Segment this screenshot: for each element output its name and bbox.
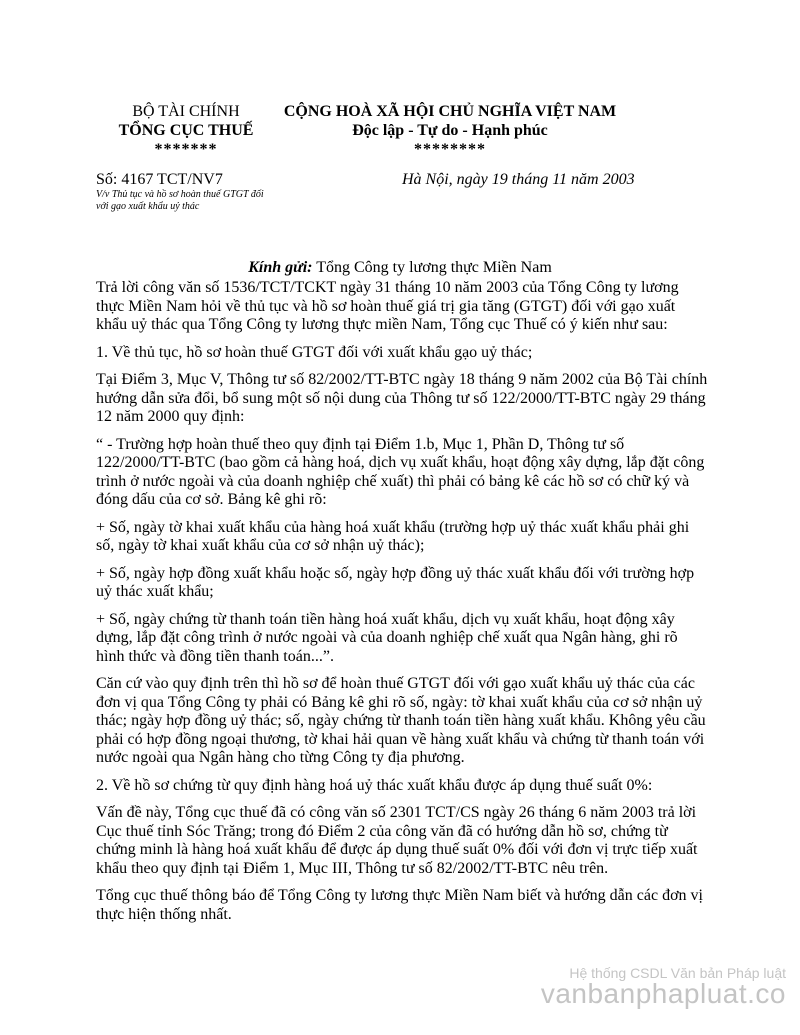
paragraph: 2. Về hồ sơ chứng từ quy định hàng hoá uỷ thác xuất khẩu được áp dụng thuế suất 0%:	[96, 776, 653, 794]
place-date: Hà Nội, ngày 19 tháng 11 năm 2003	[402, 171, 635, 188]
paragraph: Trả lời công văn số 1536/TCT/TCKT ngày 31 tháng 10 năm 2003 của Tổng Công ty lương thực Miền Nam hỏi về thủ tục và hồ sơ hoàn thuế giá trị gia tăng (GTGT) đối với gạo xuất khẩu uỷ thác qua Tổng Công ty lương thực miền Nam, Tổng cục Thuế có ý kiến như sau:	[96, 279, 679, 333]
watermark-line1: Hệ thống CSDL Văn bản Pháp luật	[569, 965, 786, 981]
document-number: Số: 4167 TCT/NV7	[96, 171, 223, 188]
paragraph: “ - Trường hợp hoàn thuế theo quy định tại Điểm 1.b, Mục 1, Phần D, Thông tư số 122/2000/TT-BTC (bao gồm cả hàng hoá, dịch vụ xuất khẩu, hoạt động xây dựng, lắp đặt công trình ở nước ngoài và của doanh nghiệp chế xuất) thì phải có bảng kê các hồ sơ có chữ ký và đóng dấu của cơ sở. Bảng kê ghi rõ:	[96, 435, 705, 508]
greeting-label: Kính gửi:	[248, 259, 313, 276]
document-body	[96, 279, 708, 933]
paragraph: Vấn đề này, Tổng cục thuế đã có công văn số 2301 TCT/CS ngày 26 tháng 6 năm 2003 trả lời Cục thuế tỉnh Sóc Trăng; trong đó Điểm 2 của công văn đã có hướng dẫn hồ sơ, chứng từ chứng minh là hàng hoá xuất khẩu để được áp dụng thuế suất 0% đối với đơn vị trực tiếp xuất khẩu theo quy định tại Điểm 1, Mục III, Thông tư số 82/2002/TT-BTC nêu trên.	[96, 804, 698, 877]
paragraph: 1. Về thủ tục, hồ sơ hoàn thuế GTGT đối với xuất khẩu gạo uỷ thác;	[96, 343, 533, 361]
document-subject: V/v Thủ tục và hồ sơ hoàn thuế GTGT đối với gạo xuất khẩu uỷ thác	[96, 189, 264, 212]
paragraph: + Số, ngày chứng từ thanh toán tiền hàng hoá xuất khẩu, dịch vụ xuất khẩu, hoạt động xây dựng, lắp đặt công trình ở nước ngoài và của doanh nghiệp chế xuất qua Ngân hàng, ghi rõ hình thức và đồng tiền thanh toán...”.	[96, 610, 678, 665]
greeting	[0, 258, 800, 277]
paragraph: + Số, ngày tờ khai xuất khẩu của hàng hoá xuất khẩu (trường hợp uỷ thác xuất khẩu phải ghi số, ngày tờ khai xuất khẩu của cơ sở nhận uỷ thác);	[96, 518, 690, 554]
greeting-recipient: Tổng Công ty lương thực Miền Nam	[316, 259, 552, 276]
paragraph: Tại Điểm 3, Mục V, Thông tư số 82/2002/TT-BTC ngày 18 tháng 9 năm 2002 của Bộ Tài chính hướng dẫn sửa đổi, bổ sung một số nội dung của Thông tư số 122/2000/TT-BTC ngày 29 tháng 12 năm 2000 quy định:	[96, 371, 708, 425]
paragraph: Căn cứ vào quy định trên thì hồ sơ để hoàn thuế GTGT đối với gạo xuất khẩu uỷ thác của các đơn vị qua Tổng Công ty phải có Bảng kê ghi rõ số, ngày: tờ khai xuất khẩu của cơ sở nhận uỷ thác; ngày hợp đồng uỷ thác; số, ngày chứng từ thanh toán tiền hàng xuất khẩu. Không yêu cầu phải có hợp đồng ngoại thương, tờ khai hải quan về hàng xuất khẩu và chứng từ thanh toán với nước ngoài qua Ngân hàng cho từng Công ty địa phương.	[96, 675, 706, 766]
right-separator: ********	[414, 141, 486, 158]
department-name: TỔNG CỤC THUẾ	[118, 122, 254, 139]
issuer-header	[96, 102, 276, 159]
paragraph: Tổng cục thuế thông báo để Tổng Công ty lương thực Miền Nam biết và hướng dẫn các đơn vị thực hiện thống nhất.	[96, 887, 703, 923]
watermark-line2: vanbanphapluat.co	[540, 978, 786, 1009]
ministry-name: BỘ TÀI CHÍNH	[132, 103, 240, 120]
national-header	[270, 102, 630, 159]
paragraph: + Số, ngày hợp đồng xuất khẩu hoặc số, ngày hợp đồng uỷ thác xuất khẩu đối với trường hợp uỷ thác xuất khẩu;	[96, 564, 695, 600]
nation-title: CỘNG HOÀ XÃ HỘI CHỦ NGHĨA VIỆT NAM	[283, 103, 617, 120]
left-separator: *******	[154, 141, 218, 158]
national-motto: Độc lập - Tự do - Hạnh phúc	[352, 122, 548, 139]
